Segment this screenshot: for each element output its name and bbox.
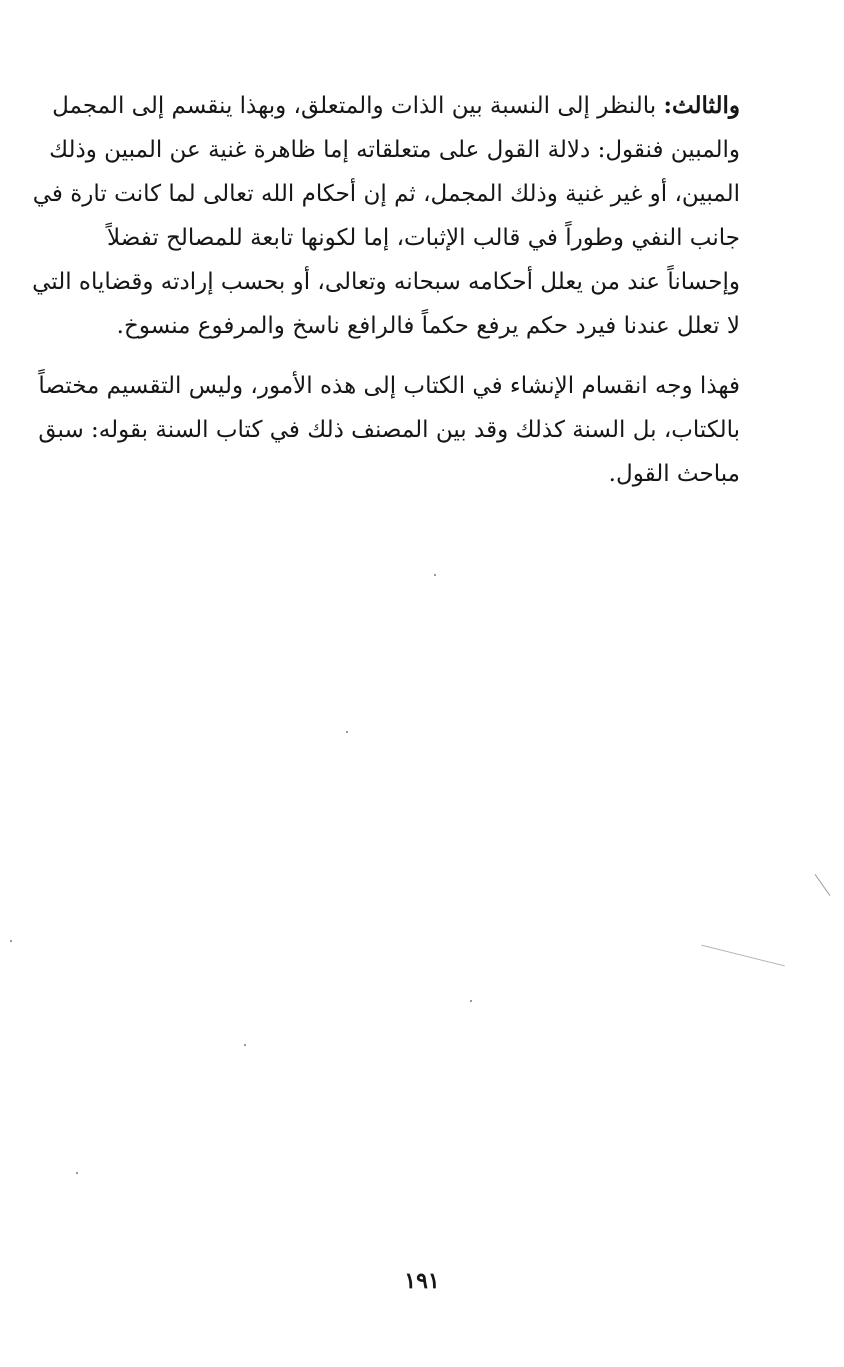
scan-mark: [470, 1000, 472, 1002]
paragraph-1-line-4: جانب النفي وطوراً في قالب الإثبات، إما لكونها تابعة للمصالح تفضلاً: [107, 225, 740, 251]
scan-mark: [76, 1172, 78, 1174]
paragraph-1-line-1-text: بالنظر إلى النسبة بين الذات والمتعلق، وبهذا ينقسم إلى المجمل: [52, 93, 664, 119]
paragraph-2: [38, 364, 740, 496]
scan-mark: [434, 574, 436, 576]
paragraph-1-line-3: المبين، أو غير غنية وذلك المجمل، ثم إن أحكام الله تعالى لما كانت تارة في: [32, 181, 740, 207]
scan-mark: [815, 874, 831, 896]
paragraph-1: [32, 84, 740, 348]
scan-mark: [701, 945, 785, 967]
page-number: ١٩١: [404, 1268, 440, 1294]
paragraph-2-line-3: مباحث القول.: [608, 461, 740, 487]
paragraph-1-line-6: لا تعلل عندنا فيرد حكم يرفع حكماً فالرافع ناسخ والمرفوع منسوخ.: [116, 313, 740, 339]
paragraph-1-line-1: [52, 84, 740, 128]
paragraph-1-line-5: وإحساناً عند من يعلل أحكامه سبحانه وتعالى، أو بحسب إرادته وقضاياه التي: [32, 269, 740, 295]
scan-mark: [10, 940, 12, 942]
paragraph-1-line-2: والمبين فنقول: دلالة القول على متعلقاته إما ظاهرة غنية عن المبين وذلك: [49, 137, 740, 163]
scan-mark: [244, 1044, 246, 1046]
paragraph-2-line-2: بالكتاب، بل السنة كذلك وقد بين المصنف ذلك في كتاب السنة بقوله: سبق: [38, 417, 740, 443]
section-lead: والثالث:: [663, 92, 740, 119]
scan-mark: [346, 731, 348, 733]
paragraph-2-line-1: فهذا وجه انقسام الإنشاء في الكتاب إلى هذه الأمور، وليس التقسيم مختصاً: [38, 373, 740, 399]
